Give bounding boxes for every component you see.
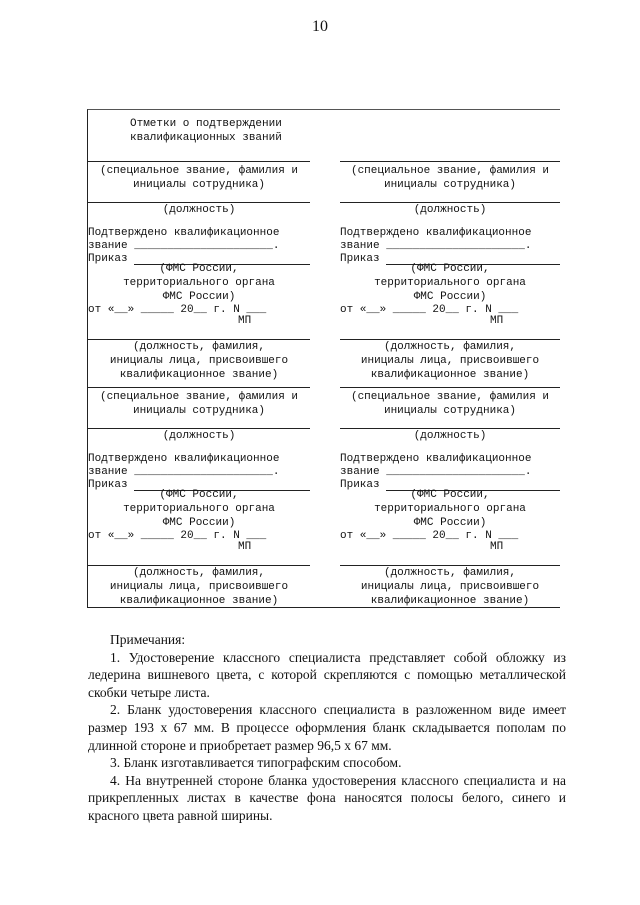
confirmed-text: Подтверждено квалификационное [88,227,280,239]
signer-caption: инициалы лица, присвоившего [109,355,289,367]
stamp-label: МП [490,541,504,553]
position-caption: (должность) [162,430,236,442]
org-caption: ФМС России) [162,291,236,303]
signer-caption: квалификационное звание) [370,595,530,607]
signer-caption: (должность, фамилия, [132,567,266,579]
employee-caption: инициалы сотрудника) [132,179,266,191]
date-line: от «__» _____ 20__ г. N ___ [88,530,267,542]
org-caption: территориального органа [374,277,526,289]
date-line: от «__» _____ 20__ г. N ___ [340,304,519,316]
signature-line [340,202,560,203]
signature-line [88,428,310,429]
signer-caption: (должность, фамилия, [383,341,517,353]
org-caption: (ФМС России, [410,263,490,275]
org-caption: территориального органа [123,503,275,515]
org-caption: (ФМС России, [410,489,490,501]
org-caption: территориального органа [123,277,275,289]
org-caption: ФМС России) [413,291,487,303]
org-caption: (ФМС России, [159,263,239,275]
confirmed-text: Подтверждено квалификационное [88,453,280,465]
org-caption: территориального органа [374,503,526,515]
signature-line [88,387,310,388]
employee-caption: (специальное звание, фамилия и [350,391,550,403]
heading-line: Отметки о подтверждении [130,118,282,130]
position-caption: (должность) [413,204,487,216]
rank-line: звание _____________________. [88,240,280,252]
signer-caption: квалификационное звание) [370,369,530,381]
signature-line [340,428,560,429]
signer-caption: инициалы лица, присвоившего [109,581,289,593]
position-caption: (должность) [413,430,487,442]
signer-caption: инициалы лица, присвоившего [360,355,540,367]
notes-title: Примечания: [110,632,186,647]
employee-caption: инициалы сотрудника) [383,405,517,417]
stamp-label: МП [490,315,504,327]
date-line: от «__» _____ 20__ г. N ___ [88,304,267,316]
employee-caption: инициалы сотрудника) [383,179,517,191]
notes-section [88,631,566,825]
signature-line [340,161,560,162]
order-label: Приказ [88,479,128,491]
signature-line [88,339,310,340]
stamp-label: МП [238,541,252,553]
rank-line: звание _____________________. [340,466,532,478]
signer-caption: квалификационное звание) [119,369,279,381]
heading-line: квалификационных званий [130,132,282,144]
employee-caption: инициалы сотрудника) [132,405,266,417]
signer-caption: (должность, фамилия, [132,341,266,353]
signer-caption: инициалы лица, присвоившего [360,581,540,593]
signature-line [340,339,560,340]
note-item: 2. Бланк удостоверения классного специалиста в разложенном виде имеет размер 193 x 67 мм. В процессе оформления бланк складывается пополам по длинной стороне и приобретает размер 96,5 x 67 мм. [88,702,566,753]
signer-caption: квалификационное звание) [119,595,279,607]
page-number: 10 [312,18,328,35]
position-caption: (должность) [162,204,236,216]
employee-caption: (специальное звание, фамилия и [350,165,550,177]
order-label: Приказ [340,253,380,265]
employee-caption: (специальное звание, фамилия и [99,391,299,403]
confirmed-text: Подтверждено квалификационное [340,227,532,239]
signature-line [340,565,560,566]
rank-line: звание _____________________. [88,466,280,478]
date-line: от «__» _____ 20__ г. N ___ [340,530,519,542]
order-label: Приказ [88,253,128,265]
form-heading [130,117,282,145]
note-item: 4. На внутренней стороне бланка удостоверения классного специалиста и на прикрепленных листах в качестве фона наносятся полосы белого, синего и красного цвета равной ширины. [88,772,566,823]
org-caption: ФМС России) [162,517,236,529]
org-caption: ФМС России) [413,517,487,529]
signature-line [88,202,310,203]
signature-line [88,565,310,566]
org-caption: (ФМС России, [159,489,239,501]
confirmed-text: Подтверждено квалификационное [340,453,532,465]
signature-line [340,387,560,388]
stamp-label: МП [238,315,252,327]
note-item: 1. Удостоверение классного специалиста представляет собой обложку из ледерина вишневого цвета, с которой скрепляются с помощью металлической скобки четыре листа. [88,649,566,700]
signature-line [88,161,310,162]
signer-caption: (должность, фамилия, [383,567,517,579]
order-label: Приказ [340,479,380,491]
employee-caption: (специальное звание, фамилия и [99,165,299,177]
note-item: 3. Бланк изготавливается типографским способом. [110,755,402,771]
rank-line: звание _____________________. [340,240,532,252]
